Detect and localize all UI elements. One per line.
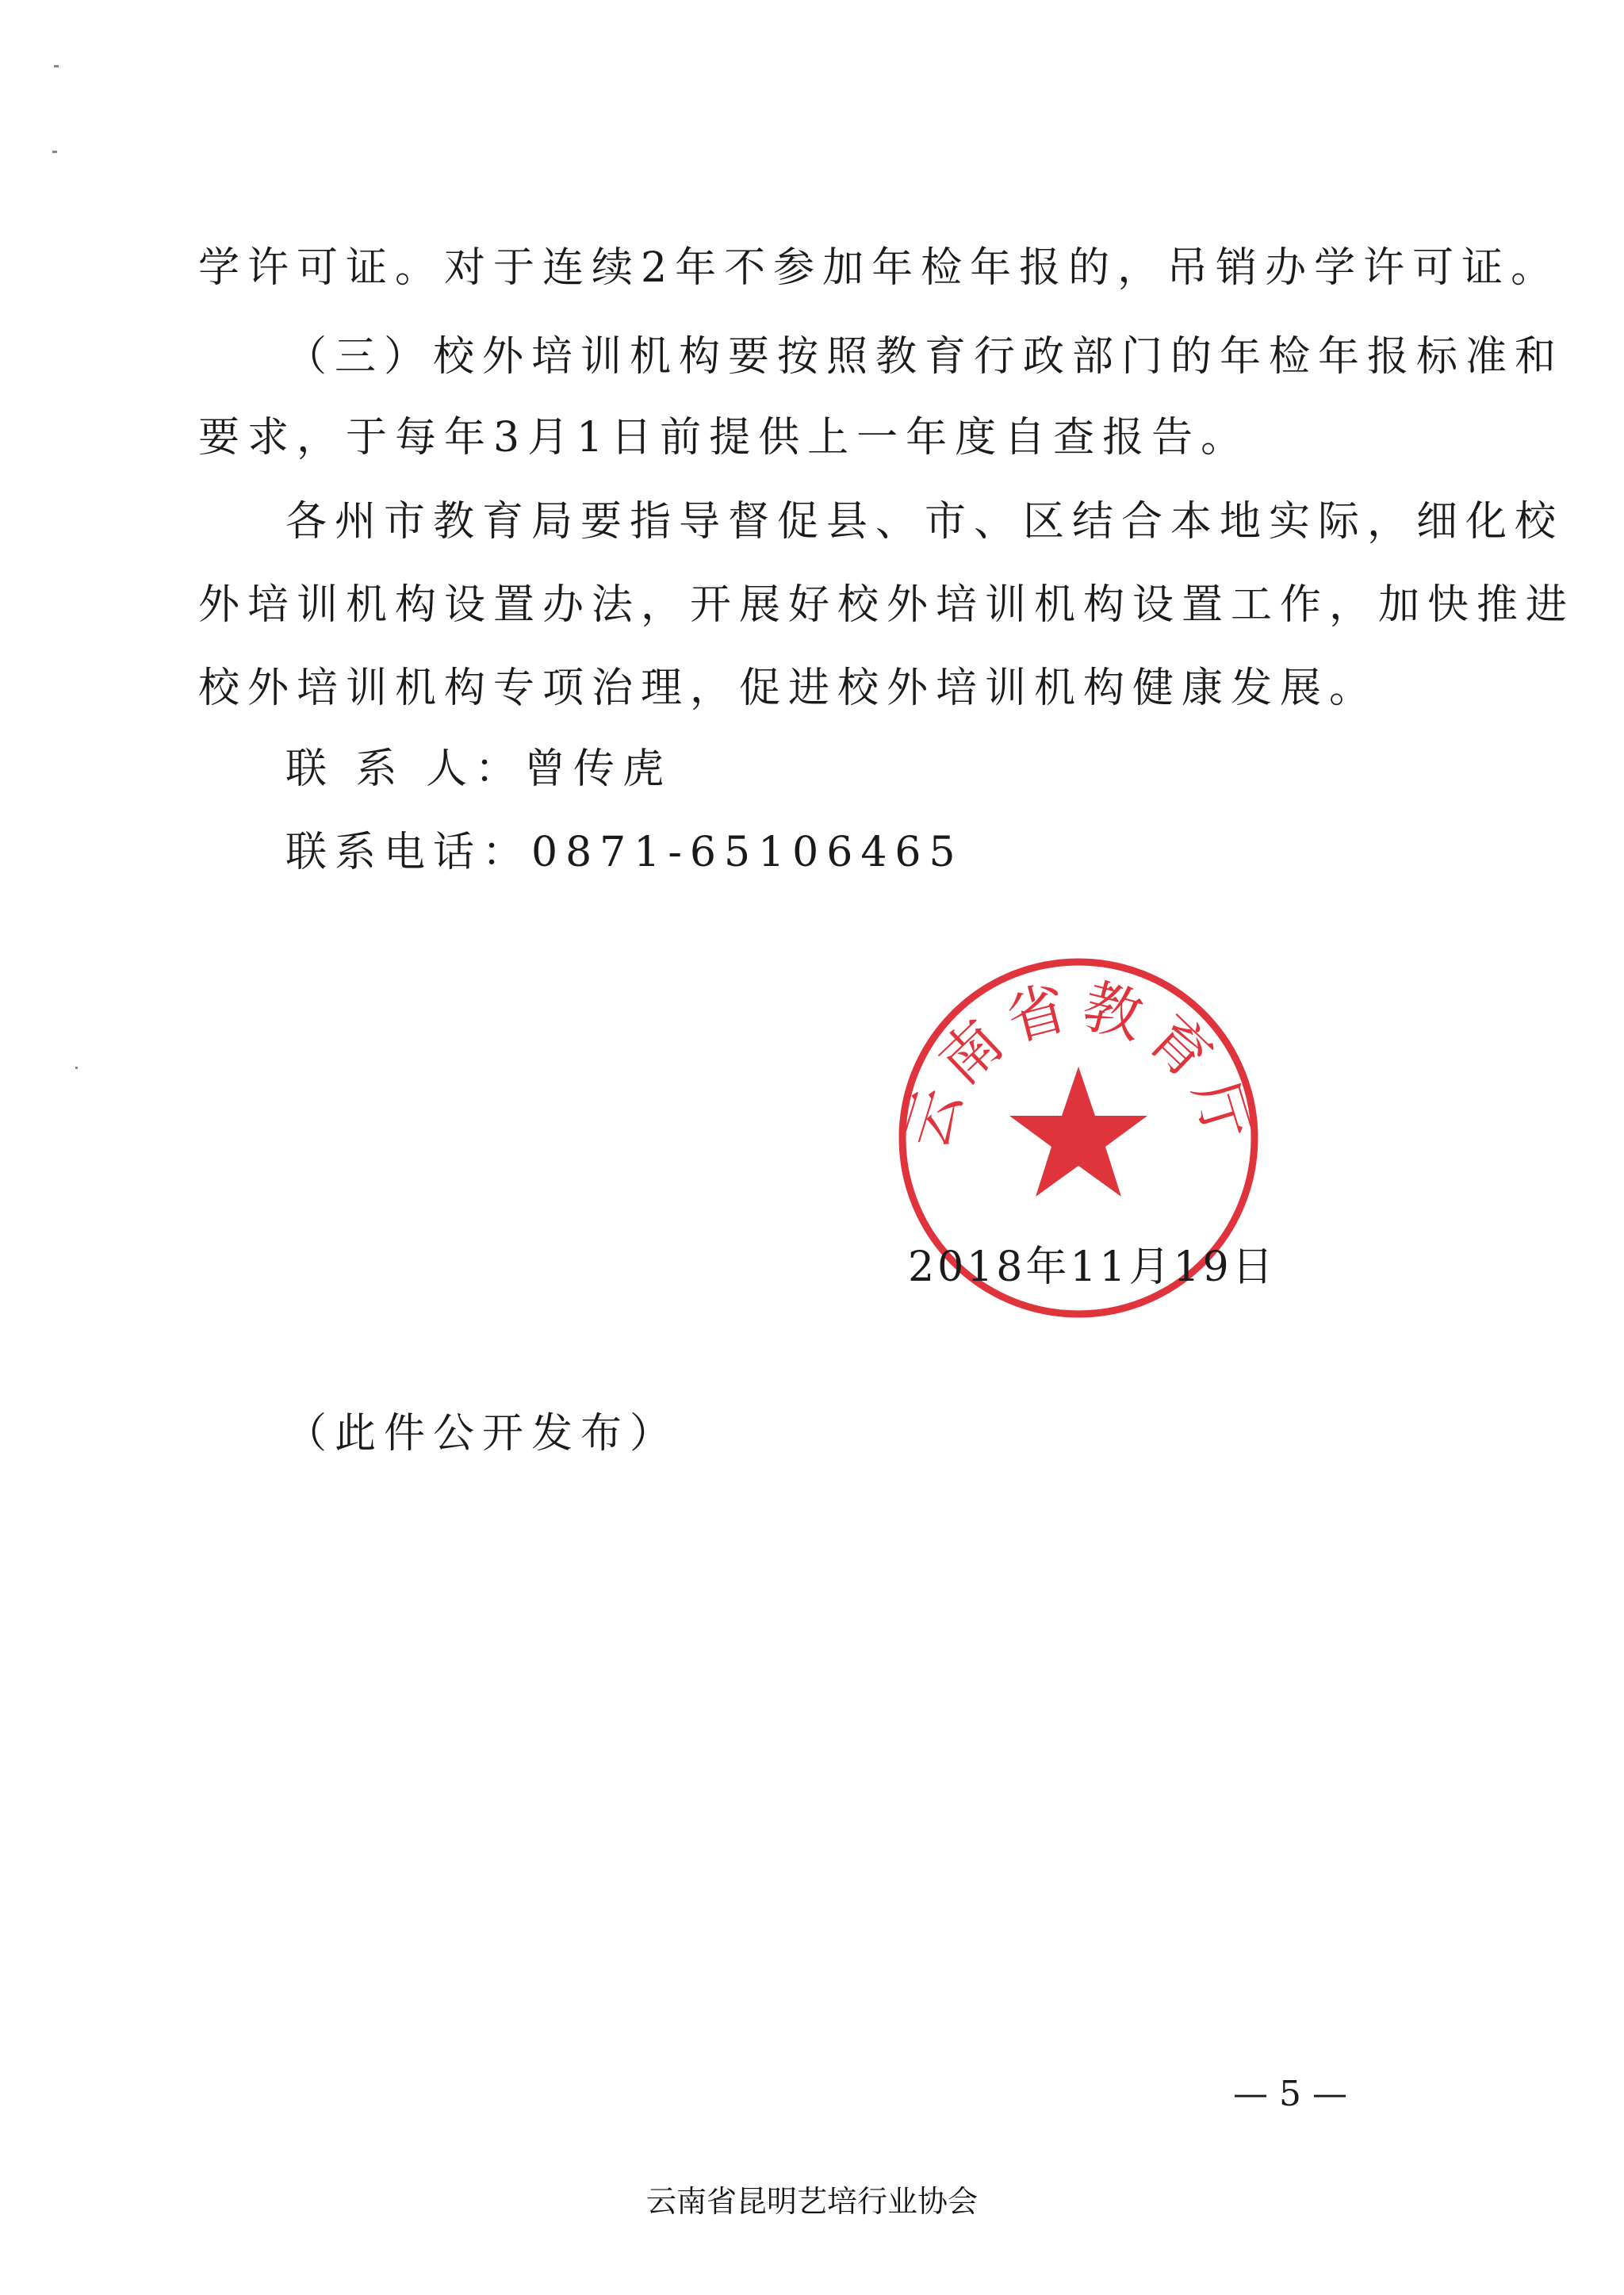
body-line-4: 各州市教育局要指导督促县、市、区结合本地实际，细化校 [285, 498, 1565, 546]
footer-organization: 云南省昆明艺培行业协会 [645, 2184, 978, 2219]
scan-speck [75, 1067, 78, 1069]
body-line-3: 要求，于每年3月1日前提供上一年度自查报告。 [198, 414, 1251, 462]
body-line-1: 学许可证。对于连续2年不参加年检年报的，吊销办学许可证。 [198, 244, 1561, 292]
seal-text: 云南省教育厅 [891, 971, 1266, 1157]
scan-speck [54, 65, 59, 67]
body-line-2: （三）校外培训机构要按照教育行政部门的年检年报标准和 [285, 333, 1565, 381]
page-number: — 5 — [1233, 2074, 1347, 2114]
body-line-5: 外培训机构设置办法，开展好校外培训机构设置工作，加快推进 [198, 581, 1576, 629]
publication-notice: （此件公开发布） [285, 1410, 680, 1458]
body-line-6: 校外培训机构专项治理，促进校外培训机构健康发展。 [198, 665, 1379, 712]
seal-star-icon [1009, 1067, 1147, 1197]
issue-date: 2018年11月19日 [908, 1243, 1277, 1291]
contact-person: 联 系 人：曾传虎 [285, 745, 672, 793]
scan-speck [52, 151, 57, 153]
contact-phone: 联系电话：0871-65106465 [285, 829, 963, 876]
